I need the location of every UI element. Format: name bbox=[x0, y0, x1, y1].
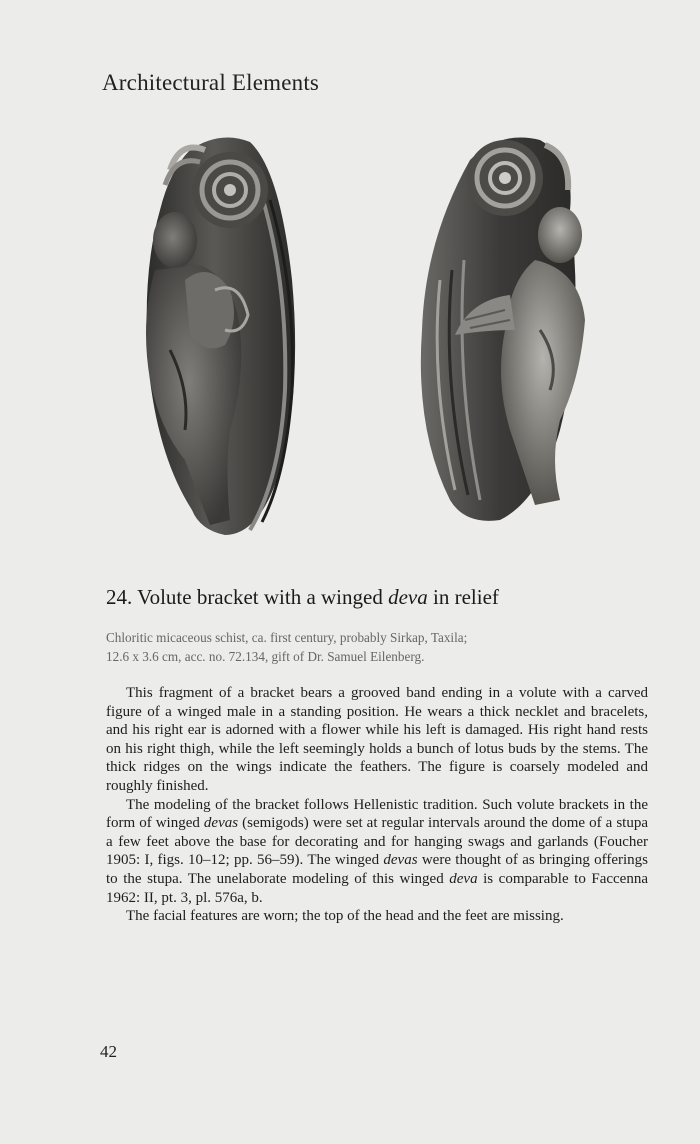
text-run: The modeling of the bracket follows Hellenistic tradition. Such volute brackets in the form of winged bbox=[106, 796, 648, 832]
relief-sculpture-icon bbox=[130, 130, 305, 540]
catalogue-description bbox=[106, 684, 648, 926]
entry-title-italic: deva bbox=[388, 585, 428, 609]
metadata-line-accession: 12.6 x 3.6 cm, acc. no. 72.134, gift of Dr. Samuel Eilenberg. bbox=[106, 649, 425, 664]
page-number: 42 bbox=[100, 1042, 117, 1061]
text-run: were thought of as bringing offerings to the stupa. The unelaborate modeling of this winged bbox=[106, 852, 648, 887]
italic-term: devas bbox=[383, 852, 418, 869]
italic-term: deva bbox=[449, 870, 478, 887]
running-head: Architectural Elements bbox=[102, 70, 320, 95]
metadata-line-material: Chloritic micaceous schist, ca. first century, probably Sirkap, Taxila; bbox=[106, 630, 468, 645]
photo-bracket-front bbox=[130, 130, 305, 540]
object-metadata bbox=[106, 628, 666, 666]
entry-title-prefix: 24. Volute bracket with a winged bbox=[106, 585, 389, 609]
entry-title bbox=[106, 585, 499, 610]
relief-sculpture-icon bbox=[410, 130, 610, 525]
paragraph-condition: The facial features are worn; the top of the head and the feet are missing. bbox=[126, 908, 564, 925]
text-run: is comparable to Faccenna 1962: II, pt. 3, pl. 576a, b. bbox=[106, 870, 648, 906]
photo-bracket-side bbox=[410, 130, 610, 525]
entry-title-suffix: in relief bbox=[427, 585, 499, 609]
paragraph-description: This fragment of a bracket bears a grooved band ending in a volute with a carved figure of a winged male in a standing position. He wears a thick necklet and bracelets, and his right ear is adorned with a flower while his left is damaged. His right hand rests on his right thigh, while the left seemingly holds a bunch of lotus buds by the stems. The thick ridges on the wings indicate the feathers. The figure is coarsely modeled and roughly finished. bbox=[106, 685, 648, 794]
text-run: (semigods) were set at regular intervals around the dome of a stupa a few feet above the base for decorating and for hanging swags and garlands (Foucher 1905: I, figs. 10–12; pp. 56–59). The winged bbox=[106, 815, 649, 869]
italic-term: devas bbox=[203, 815, 239, 832]
paragraph-context bbox=[106, 796, 648, 908]
